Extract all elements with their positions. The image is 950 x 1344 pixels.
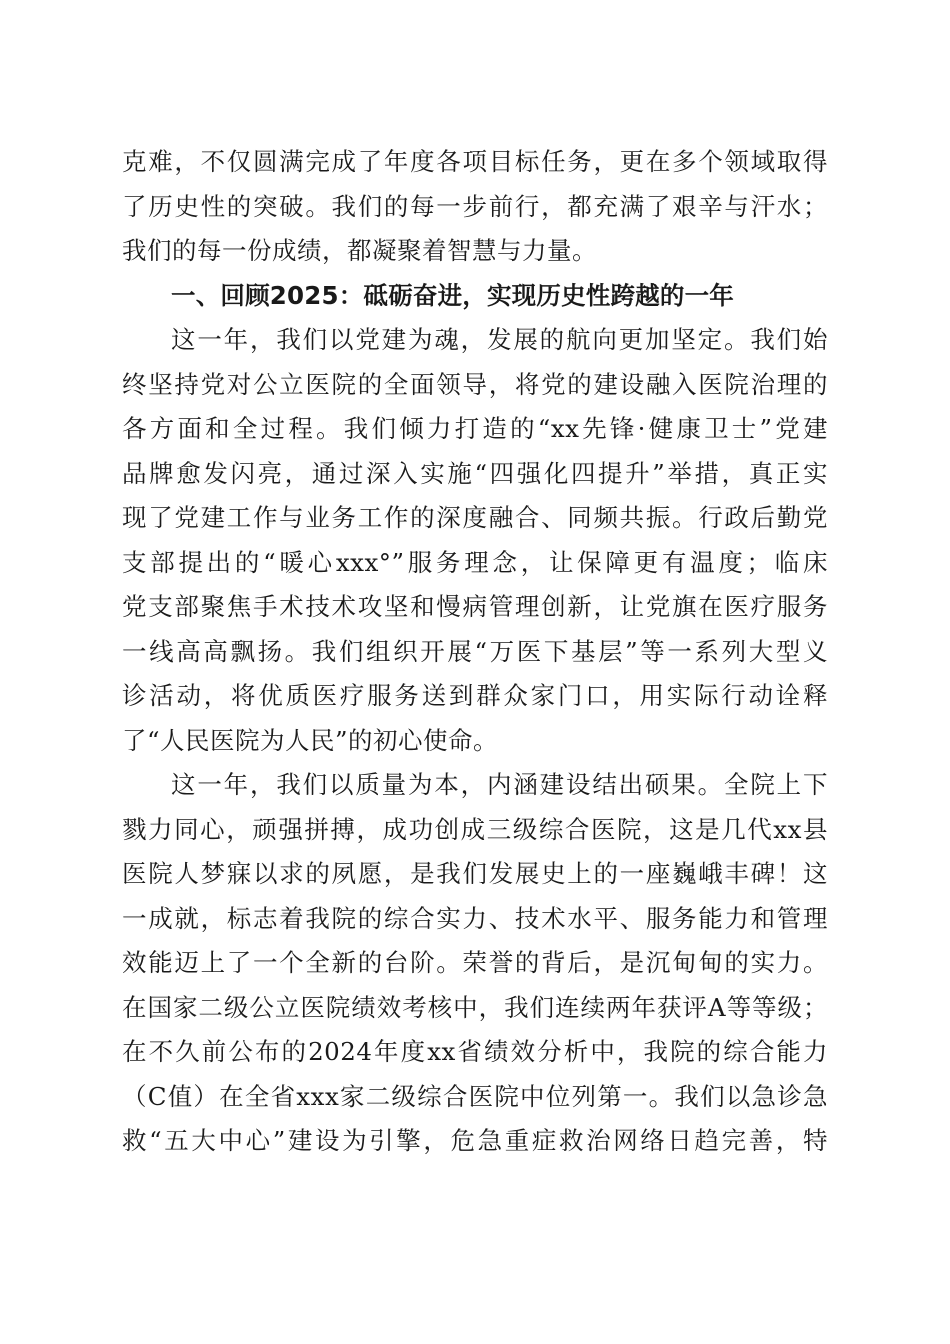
text-line: 在不久前公布的2024年度xx省绩效分析中，我院的综合能力 bbox=[122, 1037, 828, 1066]
text-line: 诊活动，将优质医疗服务送到群众家门口，用实际行动诠释 bbox=[122, 681, 828, 710]
text-line: 这一年，我们以党建为魂，发展的航向更加坚定。我们始 bbox=[171, 325, 828, 354]
text-line: 现了党建工作与业务工作的深度融合、同频共振。行政后勤党 bbox=[122, 503, 828, 532]
text-line: 支部提出的“暖心xxx°”服务理念，让保障更有温度；临床 bbox=[122, 547, 828, 577]
text-line: 在国家二级公立医院绩效考核中，我们连续两年获评A等等级； bbox=[122, 992, 828, 1022]
text-line: 了历史性的突破。我们的每一步前行，都充满了艰辛与汗水； bbox=[122, 191, 828, 221]
section-heading: 一、回顾2025：砥砺奋进，实现历史性跨越的一年 bbox=[171, 280, 734, 310]
text-line: 一成就，标志着我院的综合实力、技术水平、服务能力和管理 bbox=[122, 903, 828, 933]
text-line: 党支部聚焦手术技术攻坚和慢病管理创新，让党旗在医疗服务 bbox=[122, 592, 828, 621]
text-line: 效能迈上了一个全新的台阶。荣誉的背后，是沉甸甸的实力。 bbox=[122, 948, 828, 977]
text-line: 这一年，我们以质量为本，内涵建设结出硕果。全院上下 bbox=[171, 770, 828, 799]
text-line: 医院人梦寐以求的夙愿，是我们发展史上的一座巍峨丰碑！这 bbox=[122, 859, 828, 888]
text-line: 各方面和全过程。我们倾力打造的“xx先锋·健康卫士”党建 bbox=[122, 414, 828, 443]
text-line: 我们的每一份成绩，都凝聚着智慧与力量。 bbox=[122, 236, 597, 265]
text-line: 品牌愈发闪亮，通过深入实施“四强化四提升”举措，真正实 bbox=[122, 458, 828, 488]
text-line: 终坚持党对公立医院的全面领导，将党的建设融入医院治理的 bbox=[122, 369, 828, 399]
text-line: 戮力同心，顽强拼搏，成功创成三级综合医院，这是几代xx县 bbox=[122, 814, 828, 844]
text-line: 了“人民医院为人民”的初心使命。 bbox=[122, 725, 499, 755]
text-line: （C值）在全省xxx家二级综合医院中位列第一。我们以急诊急 bbox=[122, 1081, 828, 1111]
text-line: 一线高高飘扬。我们组织开展“万医下基层”等一系列大型义 bbox=[122, 636, 828, 666]
document-page bbox=[122, 140, 828, 1164]
text-line: 救“五大中心”建设为引擎，危急重症救治网络日趋完善，特 bbox=[122, 1126, 828, 1155]
text-line: 克难，不仅圆满完成了年度各项目标任务，更在多个领域取得 bbox=[122, 147, 828, 176]
